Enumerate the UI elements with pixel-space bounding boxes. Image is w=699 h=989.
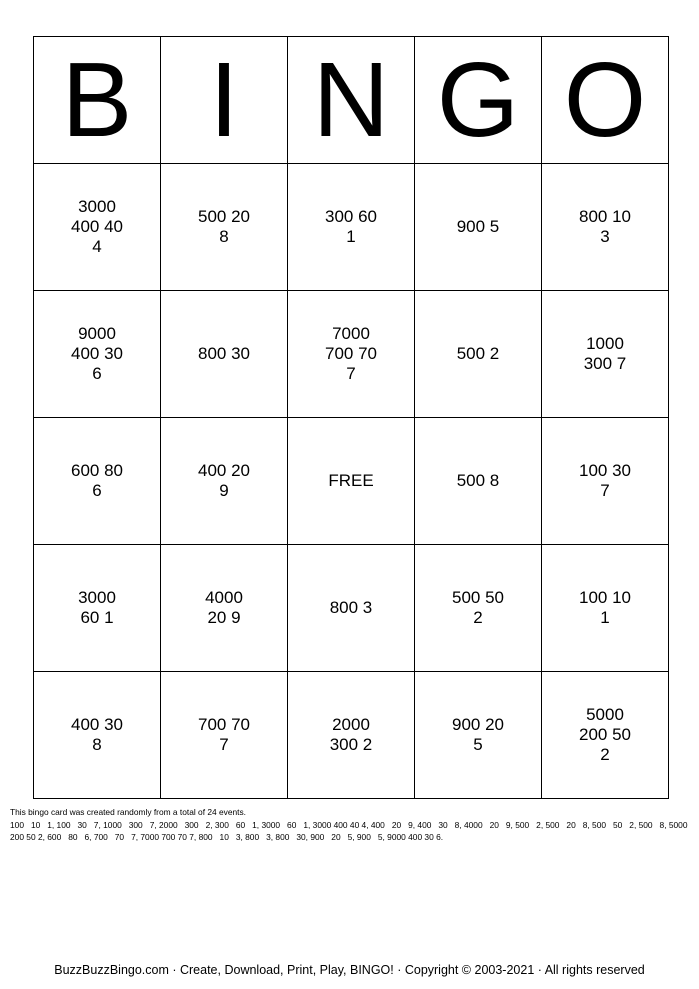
card-row [34, 291, 669, 418]
bingo-cell: 400 20 9 [161, 418, 288, 545]
bingo-cell: 4000 20 9 [161, 545, 288, 672]
card-row [34, 164, 669, 291]
events-note [10, 806, 690, 844]
page-footer: BuzzBuzzBingo.com · Create, Download, Print, Play, BINGO! · Copyright © 2003-2021 · All rights reserved [54, 963, 645, 977]
bingo-cell: 800 10 3 [542, 164, 669, 291]
bingo-cell: 2000 300 2 [288, 672, 415, 799]
bingo-cell: 100 30 7 [542, 418, 669, 545]
bingo-cell: 3000 400 40 4 [34, 164, 161, 291]
bingo-cell: 500 20 8 [161, 164, 288, 291]
bingo-cell: 500 2 [415, 291, 542, 418]
bingo-cell: 700 70 7 [161, 672, 288, 799]
header-letter-i: I [161, 37, 288, 164]
bingo-cell: 300 60 1 [288, 164, 415, 291]
header-row [34, 37, 669, 164]
card-row [34, 418, 669, 545]
header-letter-o: O [542, 37, 669, 164]
bingo-cell: 400 30 8 [34, 672, 161, 799]
bingo-cell: 500 50 2 [415, 545, 542, 672]
header-letter-b: B [34, 37, 161, 164]
bingo-cell: 900 20 5 [415, 672, 542, 799]
bingo-cell: 7000 700 70 7 [288, 291, 415, 418]
bingo-cell: 1000 300 7 [542, 291, 669, 418]
events-list: 100 10 1, 100 30 7, 1000 300 7, 2000 300 2, 300 60 1, 3000 60 1, 3000 400 40 4, 400 20 9, 400 30 8, 4000 20 9, 500 2, 500 20 8, 500 50 2, 500 8, 5000 200 50 2, 600 80 6, 700 70 7, 7000 700 70 7, 800 10 3, 800 3, 800 30, 900 20 5, 900 5, 9000 400 30 6. [10, 819, 690, 842]
bingo-cell: 600 80 6 [34, 418, 161, 545]
card-row [34, 672, 669, 799]
bingo-cell: 9000 400 30 6 [34, 291, 161, 418]
bingo-cell: 800 30 [161, 291, 288, 418]
events-intro: This bingo card was created randomly from a total of 24 events. [10, 807, 247, 817]
free-space-cell: FREE [288, 418, 415, 545]
bingo-card [33, 36, 669, 799]
card-row [34, 545, 669, 672]
bingo-cell: 800 3 [288, 545, 415, 672]
bingo-cell: 5000 200 50 2 [542, 672, 669, 799]
bingo-cell: 900 5 [415, 164, 542, 291]
bingo-cell: 3000 60 1 [34, 545, 161, 672]
bingo-cell: 100 10 1 [542, 545, 669, 672]
bingo-cell: 500 8 [415, 418, 542, 545]
header-letter-g: G [415, 37, 542, 164]
header-letter-n: N [288, 37, 415, 164]
